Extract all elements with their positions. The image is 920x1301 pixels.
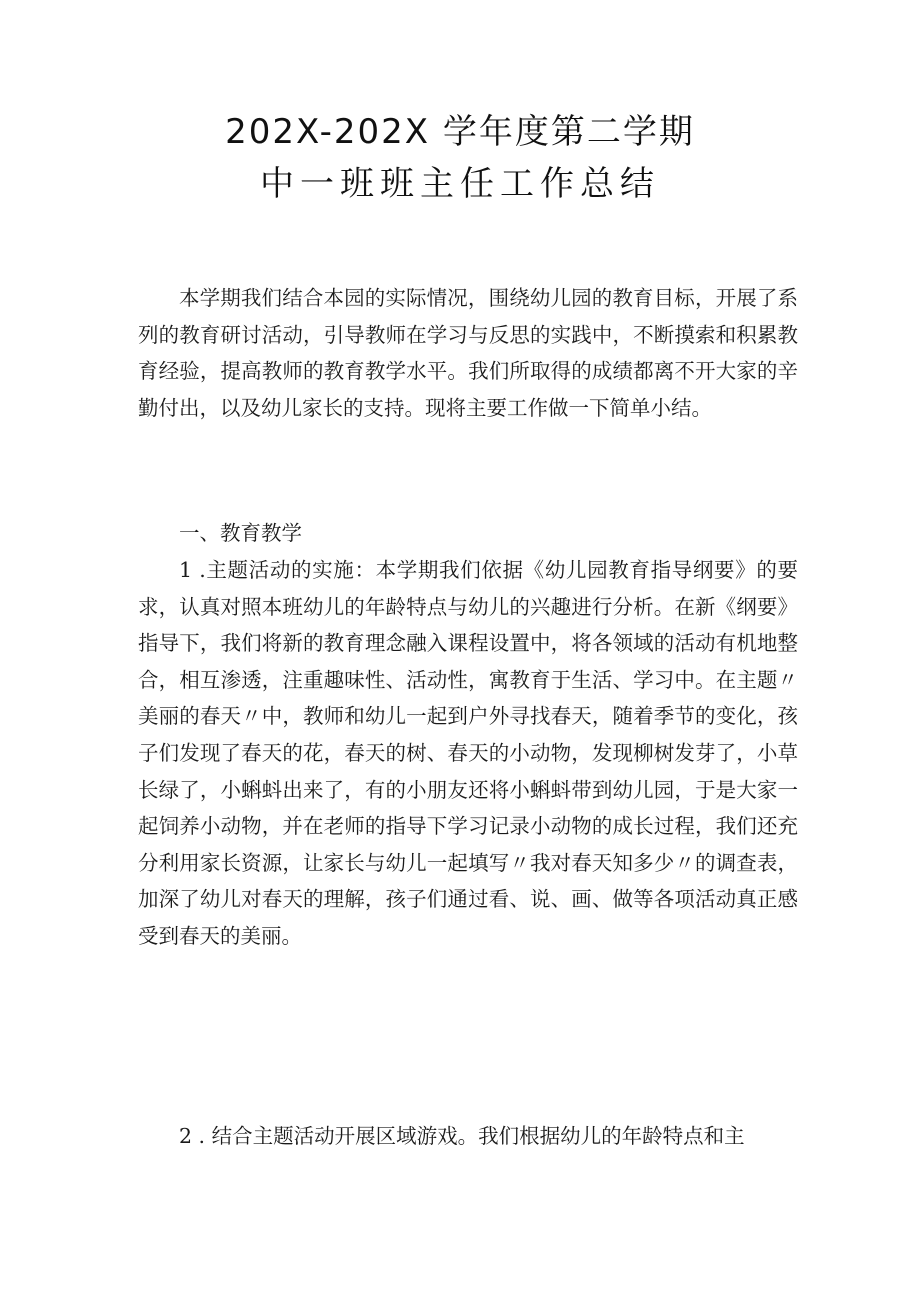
document-title-line1: 202X-202X 学年度第二学期: [225, 112, 695, 152]
section-heading-education: 一、教育教学: [179, 521, 302, 545]
document-title-line2: 中一班班主任工作总结: [260, 164, 660, 204]
intro-paragraph: 本学期我们结合本园的实际情况，围绕幼儿园的教育目标，开展了系列的教育研讨活动，引导教师在学习与反思的实践中，不断摸索和积累教育经验，提高教师的教育教学水平。我们所取得的成绩都离不开大家的辛勤付出，以及幼儿家长的支持。现将主要工作做一下简单小结。: [138, 286, 798, 420]
item-2-paragraph: 2 . 结合主题活动开展区域游戏。我们根据幼儿的年龄特点和主: [179, 1124, 745, 1148]
item-1-paragraph: 1 .主题活动的实施：本学期我们依据《幼儿园教育指导纲要》的要求，认真对照本班幼儿的年龄特点与幼儿的兴趣进行分析。在新《纲要》指导下，我们将新的教育理念融入课程设置中，将各领域的活动有机地整合，相互渗透，注重趣味性、活动性，寓教育于生活、学习中。在主题〃美丽的春天〃中，教师和幼儿一起到户外寻找春天，随着季节的变化，孩子们发现了春天的花，春天的树、春天的小动物，发现柳树发芽了，小草长绿了，小蝌蚪出来了，有的小朋友还将小蝌蚪带到幼儿园，于是大家一起饲养小动物，并在老师的指导下学习记录小动物的成长过程，我们还充分利用家长资源，让家长与幼儿一起填写〃我对春天知多少〃的调查表，加深了幼儿对春天的理解，孩子们通过看、说、画、做等各项活动真正感受到春天的美丽。: [138, 558, 798, 948]
